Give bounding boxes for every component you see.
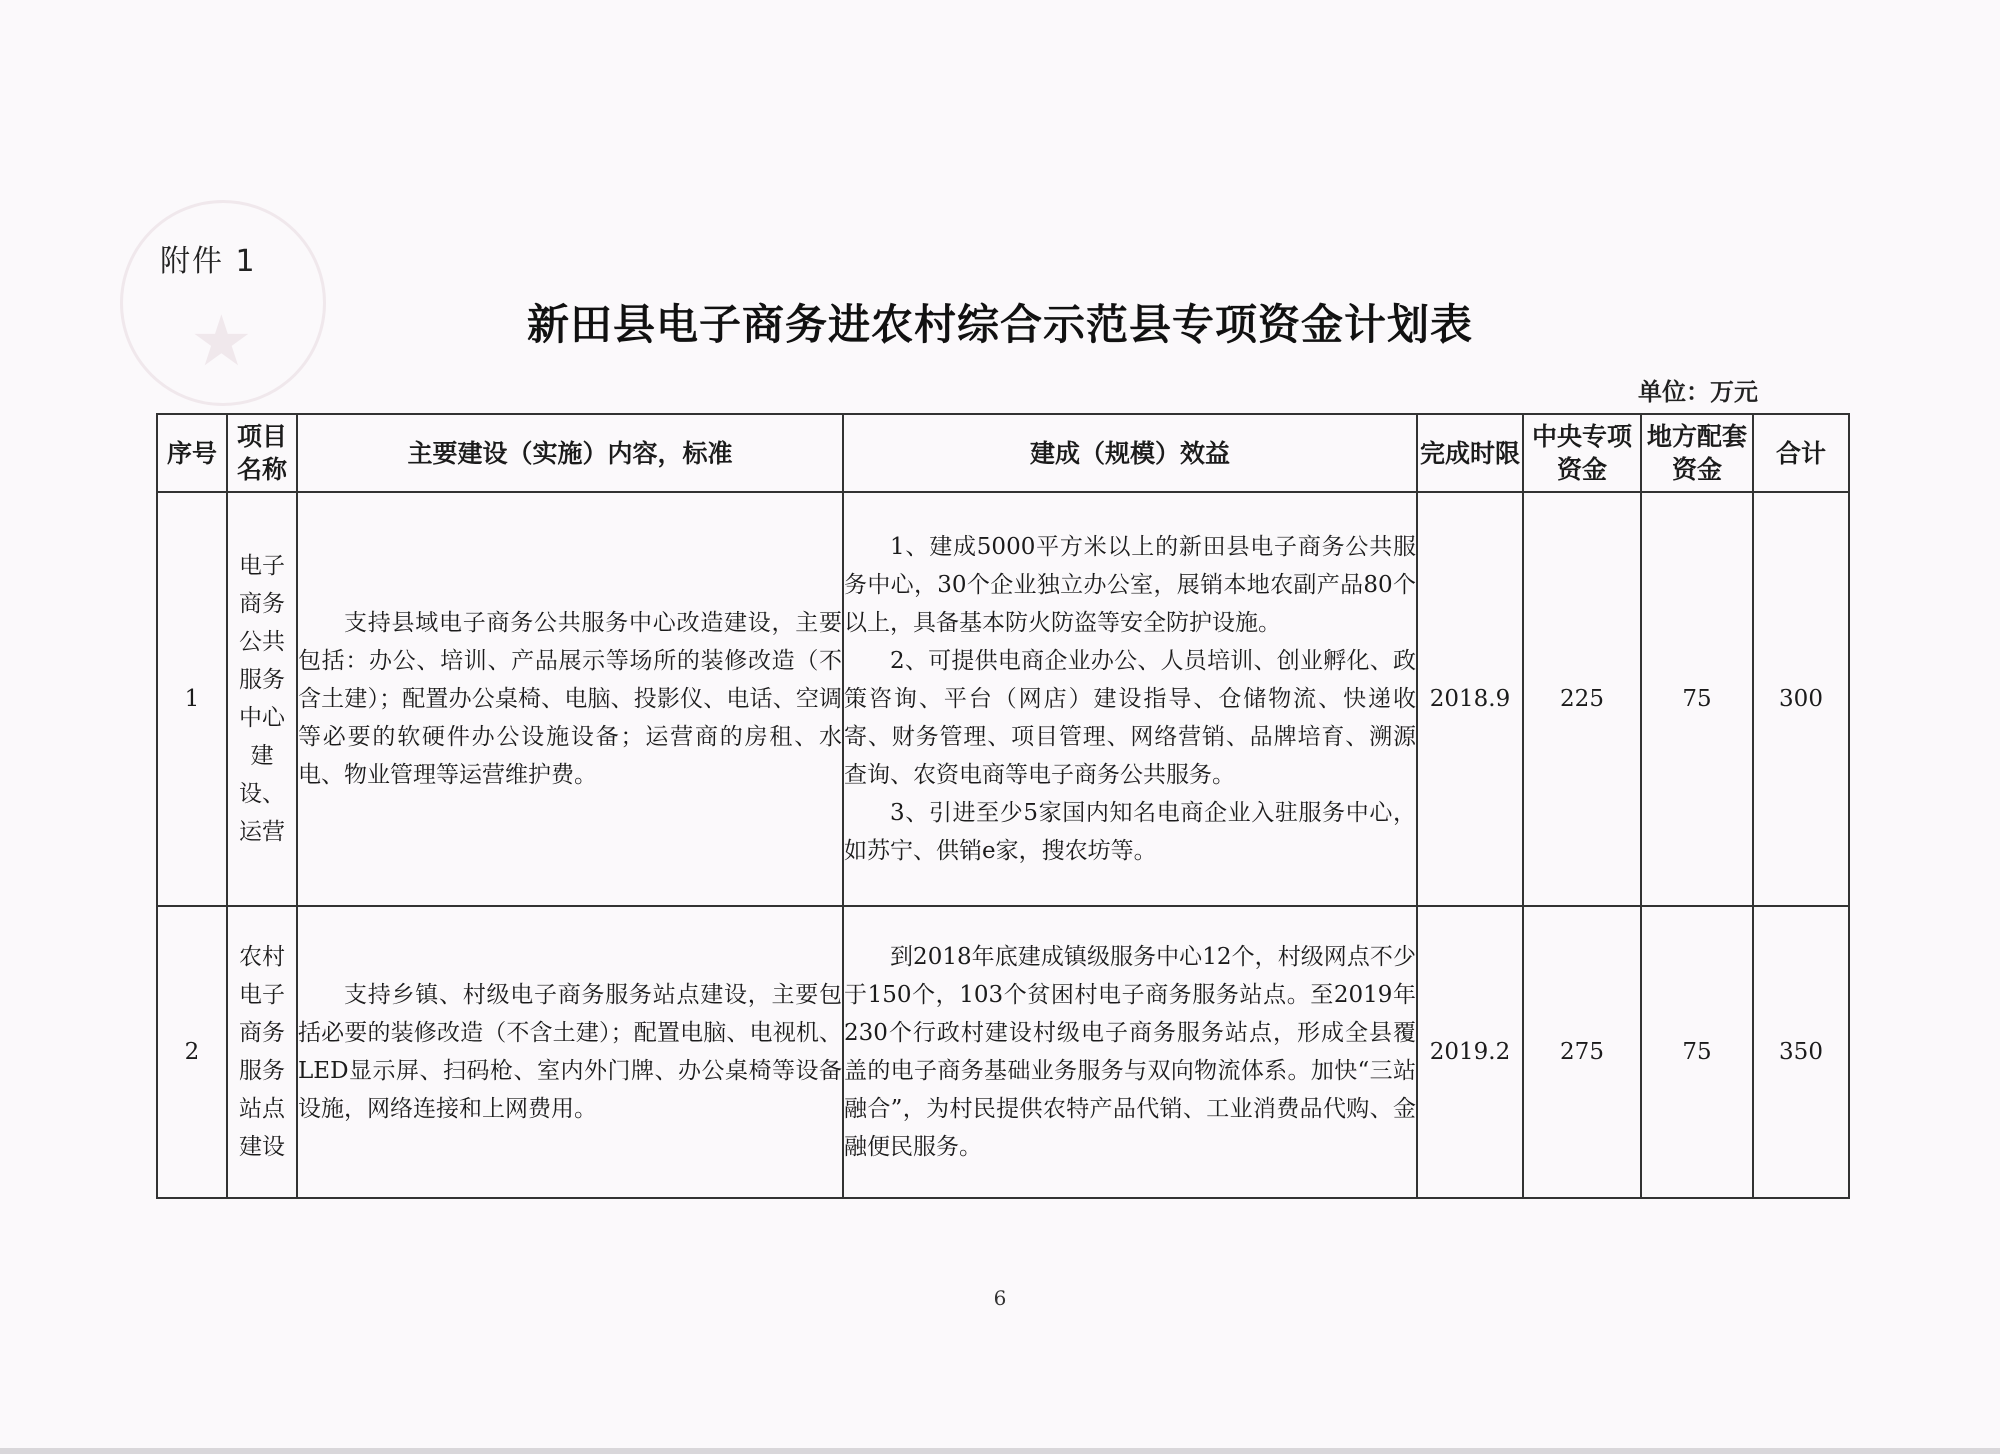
row-content xyxy=(297,906,843,1198)
header-central-fund: 中央专项资金 xyxy=(1523,414,1641,492)
unit-label: 单位：万元 xyxy=(1638,377,1758,406)
row-benefit xyxy=(843,492,1417,906)
row-content-text: 支持县域电子商务公共服务中心改造建设，主要包括：办公、培训、产品展示等场所的装修改造（不含土建）；配置办公桌椅、电脑、投影仪、电话、空调等必要的软硬件办公设施设备；运营商的房租、水电、物业管理等运营维护费。 xyxy=(298,610,842,788)
row-deadline: 2018.9 xyxy=(1417,492,1523,906)
faint-seal-star-icon: ★ xyxy=(190,300,253,382)
document-title: 新田县电子商务进农村综合示范县专项资金计划表 xyxy=(526,300,1473,349)
benefit-item: 1、建成5000平方米以上的新田县电子商务公共服务中心，30个企业独立办公室，展销本地农副产品80个以上，具备基本防火防盗等安全防护设施。 xyxy=(844,534,1416,636)
header-deadline: 完成时限 xyxy=(1417,414,1523,492)
row-no: 2 xyxy=(157,906,227,1198)
header-benefit: 建成（规模）效益 xyxy=(843,414,1417,492)
attachment-label: 附件 1 xyxy=(160,244,257,279)
header-total: 合计 xyxy=(1753,414,1849,492)
row-content xyxy=(297,492,843,906)
row-deadline: 2019.2 xyxy=(1417,906,1523,1198)
header-name: 项目名称 xyxy=(227,414,297,492)
row-no: 1 xyxy=(157,492,227,906)
page-number: 6 xyxy=(993,1286,1007,1310)
table-row xyxy=(157,906,1849,1198)
table-header-row xyxy=(157,414,1849,492)
row-central-fund: 225 xyxy=(1523,492,1641,906)
fund-plan-table xyxy=(156,413,1850,1199)
row-benefit xyxy=(843,906,1417,1198)
benefit-item: 2、可提供电商企业办公、人员培训、创业孵化、政策咨询、平台（网店）建设指导、仓储物流、快递收寄、财务管理、项目管理、网络营销、品牌培育、溯源查询、农资电商等电子商务公共服务。 xyxy=(844,648,1416,788)
row-local-fund: 75 xyxy=(1641,906,1753,1198)
table-row xyxy=(157,492,1849,906)
row-project-name: 电子商务公共服务中心建设、运营 xyxy=(227,492,297,906)
row-local-fund: 75 xyxy=(1641,492,1753,906)
header-local-fund: 地方配套资金 xyxy=(1641,414,1753,492)
header-no: 序号 xyxy=(157,414,227,492)
row-total: 350 xyxy=(1753,906,1849,1198)
row-content-text: 支持乡镇、村级电子商务服务站点建设，主要包括必要的装修改造（不含土建）；配置电脑、电视机、LED显示屏、扫码枪、室内外门牌、办公桌椅等设备设施，网络连接和上网费用。 xyxy=(298,982,842,1122)
benefit-item: 3、引进至少5家国内知名电商企业入驻服务中心，如苏宁、供销e家，搜农坊等。 xyxy=(844,800,1416,864)
benefit-item: 到2018年底建成镇级服务中心12个，村级网点不少于150个，103个贫困村电子商务服务站点。至2019年230个行政村建设村级电子商务服务站点，形成全县覆盖的电子商务基础业务服务与双向物流体系。加快“三站融合”，为村民提供农特产品代销、工业消费品代购、金融便民服务。 xyxy=(844,944,1416,1160)
row-total: 300 xyxy=(1753,492,1849,906)
header-content: 主要建设（实施）内容，标准 xyxy=(297,414,843,492)
row-project-name: 农村电子商务服务站点建设 xyxy=(227,906,297,1198)
row-central-fund: 275 xyxy=(1523,906,1641,1198)
